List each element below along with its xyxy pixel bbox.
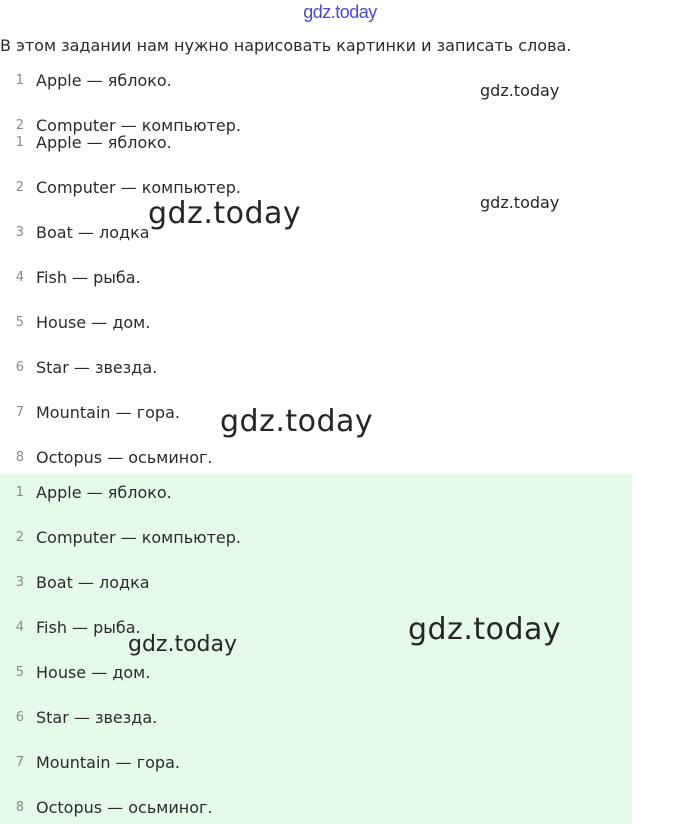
watermark: gdz.today — [408, 612, 562, 647]
line-number: 5 — [15, 665, 24, 680]
line-number: 8 — [15, 800, 24, 815]
list-item: House — дом. — [36, 313, 151, 332]
watermark: gdz.today — [220, 404, 374, 439]
list-item: Octopus — осьминог. — [36, 448, 213, 467]
list-item: Apple — яблоко. — [36, 71, 172, 90]
list-item: Boat — лодка — [36, 573, 150, 592]
list-item: Star — звезда. — [36, 708, 158, 727]
line-number: 5 — [15, 315, 24, 330]
line-number: 6 — [15, 360, 24, 375]
list-item: Fish — рыба. — [36, 618, 141, 637]
line-number: 7 — [15, 405, 24, 420]
watermark: gdz.today — [480, 81, 560, 100]
line-number: 1 — [15, 73, 24, 88]
line-number: 2 — [15, 118, 24, 133]
line-number: 2 — [15, 180, 24, 195]
line-number: 3 — [15, 225, 24, 240]
list-item: Star — звезда. — [36, 358, 158, 377]
watermark: gdz.today — [480, 193, 560, 212]
line-number: 2 — [15, 530, 24, 545]
watermark: gdz.today — [128, 632, 238, 657]
watermark: gdz.today — [148, 196, 302, 231]
list-item: Boat — лодка — [36, 223, 150, 242]
line-number: 4 — [15, 620, 24, 635]
list-item: Computer — компьютер. — [36, 178, 241, 197]
line-number: 1 — [15, 485, 24, 500]
partial-list — [0, 60, 680, 135]
list-item: Apple — яблоко. — [36, 133, 172, 152]
line-number: 1 — [15, 135, 24, 150]
list-item: Mountain — гора. — [36, 403, 180, 422]
list-item: House — дом. — [36, 663, 151, 682]
line-number: 6 — [15, 710, 24, 725]
line-number: 7 — [15, 755, 24, 770]
line-number: 4 — [15, 270, 24, 285]
list-item: Mountain — гора. — [36, 753, 180, 772]
intro-text: В этом задании нам нужно нарисовать картинки и записать слова. — [0, 36, 572, 55]
list-item: Fish — рыба. — [36, 268, 141, 287]
list-item: Octopus — осьминог. — [36, 798, 213, 817]
list-item: Apple — яблоко. — [36, 483, 172, 502]
line-number: 3 — [15, 575, 24, 590]
list-item: Computer — компьютер. — [36, 528, 241, 547]
list-item: Computer — компьютер. — [36, 116, 241, 135]
line-number: 8 — [15, 450, 24, 465]
site-logo[interactable]: gdz.today — [303, 2, 377, 22]
